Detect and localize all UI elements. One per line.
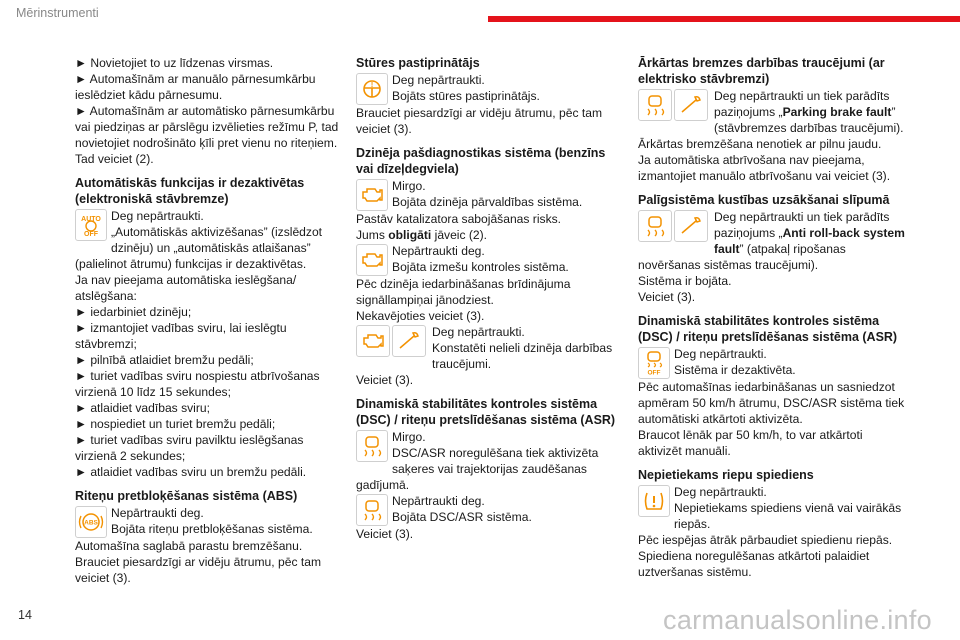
warning-block: [356, 72, 626, 105]
section-heading: Riteņu pretbloķēšanas sistēma (ABS): [75, 489, 298, 503]
text-line: Jums obligāti jāveic (2).: [356, 228, 488, 242]
wrench-icon: [674, 210, 708, 242]
watermark: carmanualsonline.info: [663, 605, 932, 635]
text-line: Bojāta izmešu kontroles sistēma.: [392, 260, 569, 274]
engine-icon: [356, 244, 388, 276]
text-line: Bojāta DSC/ASR sistēma.: [392, 510, 532, 524]
section-heading: Ārkārtas bremzes darbības traucējumi (ar elektrisko stāvbremzi): [638, 56, 885, 86]
header-accent-bar: [488, 16, 960, 22]
text-line: Mirgo.: [392, 430, 426, 444]
icon-group: [356, 325, 428, 357]
text-line: ► atlaidiet vadības sviru un bremžu pedāli.: [75, 465, 307, 479]
column-1: [75, 55, 345, 586]
text-line: Konstatēti nelieli dzinēja darbības traucējumi.: [432, 341, 613, 371]
section-heading: Nepietiekams riepu spiediens: [638, 468, 814, 482]
auto-off-icon: [75, 209, 107, 241]
text-line: Spiediena noregulēšanas atkārtoti palaidiet uztveršanas sistēmu.: [638, 549, 870, 579]
warning-block: [75, 505, 345, 538]
text-line: Pēc dzinēja iedarbināšanas brīdinājuma signāllampiņai jānodziest.: [356, 277, 571, 307]
text-line: Sistēma ir dezaktivēta.: [674, 363, 796, 377]
off-icon-label: OFF: [84, 231, 98, 237]
text-line: Bojāta dzinēja pārvaldības sistēma.: [392, 195, 583, 209]
text-line: „Automātiskās aktivizēšanas” (izslēdzot dzinēju) un „automātiskās atlaišanas” (palielinot ātrumu) funkcijas ir dezaktivētas.: [75, 225, 323, 271]
text-line: Braucot lēnāk par 50 km/h, to var atkārtoti aktivizēt manuāli.: [638, 428, 863, 458]
text-line: Automašīna saglabā parastu bremzēšanu.: [75, 539, 303, 553]
column-3: [638, 55, 908, 580]
text-line: ► iedarbiniet dzinēju;: [75, 305, 192, 319]
section-heading: Palīgsistēma kustības uzsākšanai slīpumā: [638, 193, 890, 207]
text-line: Deg nepārtraukti.: [674, 347, 767, 361]
section-heading: Dinamiskā stabilitātes kontroles sistēma (DSC) / riteņu pretslīdēšanas sistēma (ASR): [356, 397, 616, 427]
skidding-car-off-icon: [638, 347, 670, 379]
abs-icon-label: ABS: [84, 519, 98, 527]
section-title: Mērinstrumenti: [16, 6, 99, 20]
skidding-car-icon: [356, 494, 388, 526]
icon-group: [638, 210, 710, 242]
steering-wheel-icon: [356, 73, 388, 105]
text-line: Pēc automašīnas iedarbināšanas un sasniedzot apmēram 50 km/h ātrumu, DSC/ASR sistēma tiek automātiski atkārtoti aktivizēta.: [638, 380, 905, 426]
text-line: Sistēma ir bojāta.: [638, 274, 732, 288]
skidding-car-icon: [638, 210, 672, 242]
warning-block: [638, 346, 908, 379]
auto-icon-label: AUTO: [81, 216, 101, 223]
text-line: Mirgo.: [392, 179, 426, 193]
text-line: Nekavējoties veiciet (3).: [356, 309, 485, 323]
text-line: ► turiet vadības sviru pavilktu ieslēgšanas virzienā 2 sekundes;: [75, 433, 304, 463]
text-line: ► Automašīnām ar automātisko pārnesumkārbu vai piedziņas ar pārslēgu izvēlieties režīmu P, tad novietojiet nodrošināto ķīli pret vienu no riteņiem.: [75, 104, 339, 150]
text-line: Deg nepārtraukti.: [392, 73, 485, 87]
text-line: Ja automātiska atbrīvošana nav pieejama, izmantojiet manuālo atbrīvošanu vai veiciet (3).: [638, 153, 891, 183]
text-line: Pēc iespējas ātrāk pārbaudiet spiedienu riepās.: [638, 533, 893, 547]
warning-block: [638, 209, 908, 273]
text-line: Nepietiekams spiediens vienā vai vairākās riepās.: [674, 501, 902, 531]
text-line: Bojāta riteņu pretbloķēšanas sistēma.: [111, 522, 313, 536]
icon-group: [638, 89, 710, 121]
section-heading: Stūres pastiprinātājs: [356, 56, 480, 70]
page-number: 14: [18, 608, 32, 622]
warning-block: [356, 493, 626, 526]
warning-block: [356, 243, 626, 276]
text-line: Nepārtraukti deg.: [392, 494, 485, 508]
text-line: ► Automašīnām ar manuālo pārnesumkārbu ieslēdziet kādu pārnesumu.: [75, 72, 316, 102]
text-line: Deg nepārtraukti un tiek parādīts paziņojums „Anti roll-back system fault” (atpakaļ ripošanas novēršanas sistēmas traucējumi).: [638, 210, 905, 272]
text-line: Ārkārtas bremzēšana nenotiek ar pilnu jaudu.: [638, 137, 882, 151]
text-line: Brauciet piesardzīgi ar vidēju ātrumu, pēc tam veiciet (3).: [75, 555, 322, 585]
text-line: Deg nepārtraukti.: [674, 485, 767, 499]
text-line: ► Novietojiet to uz līdzenas virsmas.: [75, 56, 274, 70]
text-line: Veiciet (3).: [638, 290, 696, 304]
skidding-car-icon: [356, 430, 388, 462]
text-line: Pastāv katalizatora sabojāšanas risks.: [356, 212, 562, 226]
tyre-pressure-icon: [638, 485, 670, 517]
warning-block: [638, 484, 908, 532]
engine-icon: [356, 325, 390, 357]
column-2: [356, 55, 626, 542]
text-line: Deg nepārtraukti.: [111, 209, 204, 223]
text-line: ► izmantojiet vadības sviru, lai ieslēgtu stāvbremzi;: [75, 321, 287, 351]
text-line: ► atlaidiet vadības sviru;: [75, 401, 210, 415]
text-line: Deg nepārtraukti.: [432, 325, 525, 339]
wrench-icon: [392, 325, 426, 357]
text-line: Veiciet (3).: [356, 373, 414, 387]
text-line: Tad veiciet (2).: [75, 152, 154, 166]
abs-icon: [75, 506, 107, 538]
warning-block: [356, 429, 626, 493]
text-line: Brauciet piesardzīgi ar vidēju ātrumu, pēc tam veiciet (3).: [356, 106, 603, 136]
off-icon-label: OFF: [647, 369, 661, 375]
warning-block: [356, 324, 626, 372]
skidding-car-icon: [638, 89, 672, 121]
text-line: ► turiet vadības sviru nospiestu atbrīvošanas virzienā 10 līdz 15 sekundes;: [75, 369, 320, 399]
engine-icon: [356, 179, 388, 211]
text-line: ► pilnībā atlaidiet bremžu pedāli;: [75, 353, 254, 367]
text-line: DSC/ASR noregulēšana tiek aktivizēta saķeres vai trajektorijas zaudēšanas gadījumā.: [356, 446, 599, 492]
section-heading: Dzinēja pašdiagnostikas sistēma (benzīns vai dīzeļdegviela): [356, 146, 606, 176]
text-line: ► nospiediet un turiet bremžu pedāli;: [75, 417, 276, 431]
warning-block: [356, 178, 626, 211]
warning-block: [638, 88, 908, 136]
text-line: Deg nepārtraukti un tiek parādīts paziņojums „Parking brake fault” (stāvbremzes darbības traucējumi).: [714, 89, 904, 135]
section-heading: Dinamiskā stabilitātes kontroles sistēma (DSC) / riteņu pretslīdēšanas sistēma (ASR): [638, 314, 898, 344]
svg-text:!: !: [370, 82, 374, 89]
text-line: Ja nav pieejama automātiska ieslēgšana/ atslēgšana:: [75, 273, 297, 303]
text-line: Veiciet (3).: [356, 527, 414, 541]
text-line: Bojāts stūres pastiprinātājs.: [392, 89, 540, 103]
wrench-icon: [674, 89, 708, 121]
section-heading: Automātiskās funkcijas ir dezaktivētas (elektroniskā stāvbremze): [75, 176, 305, 206]
warning-block: [75, 208, 345, 272]
text-line: Nepārtraukti deg.: [111, 506, 204, 520]
text-line: Nepārtraukti deg.: [392, 244, 485, 258]
